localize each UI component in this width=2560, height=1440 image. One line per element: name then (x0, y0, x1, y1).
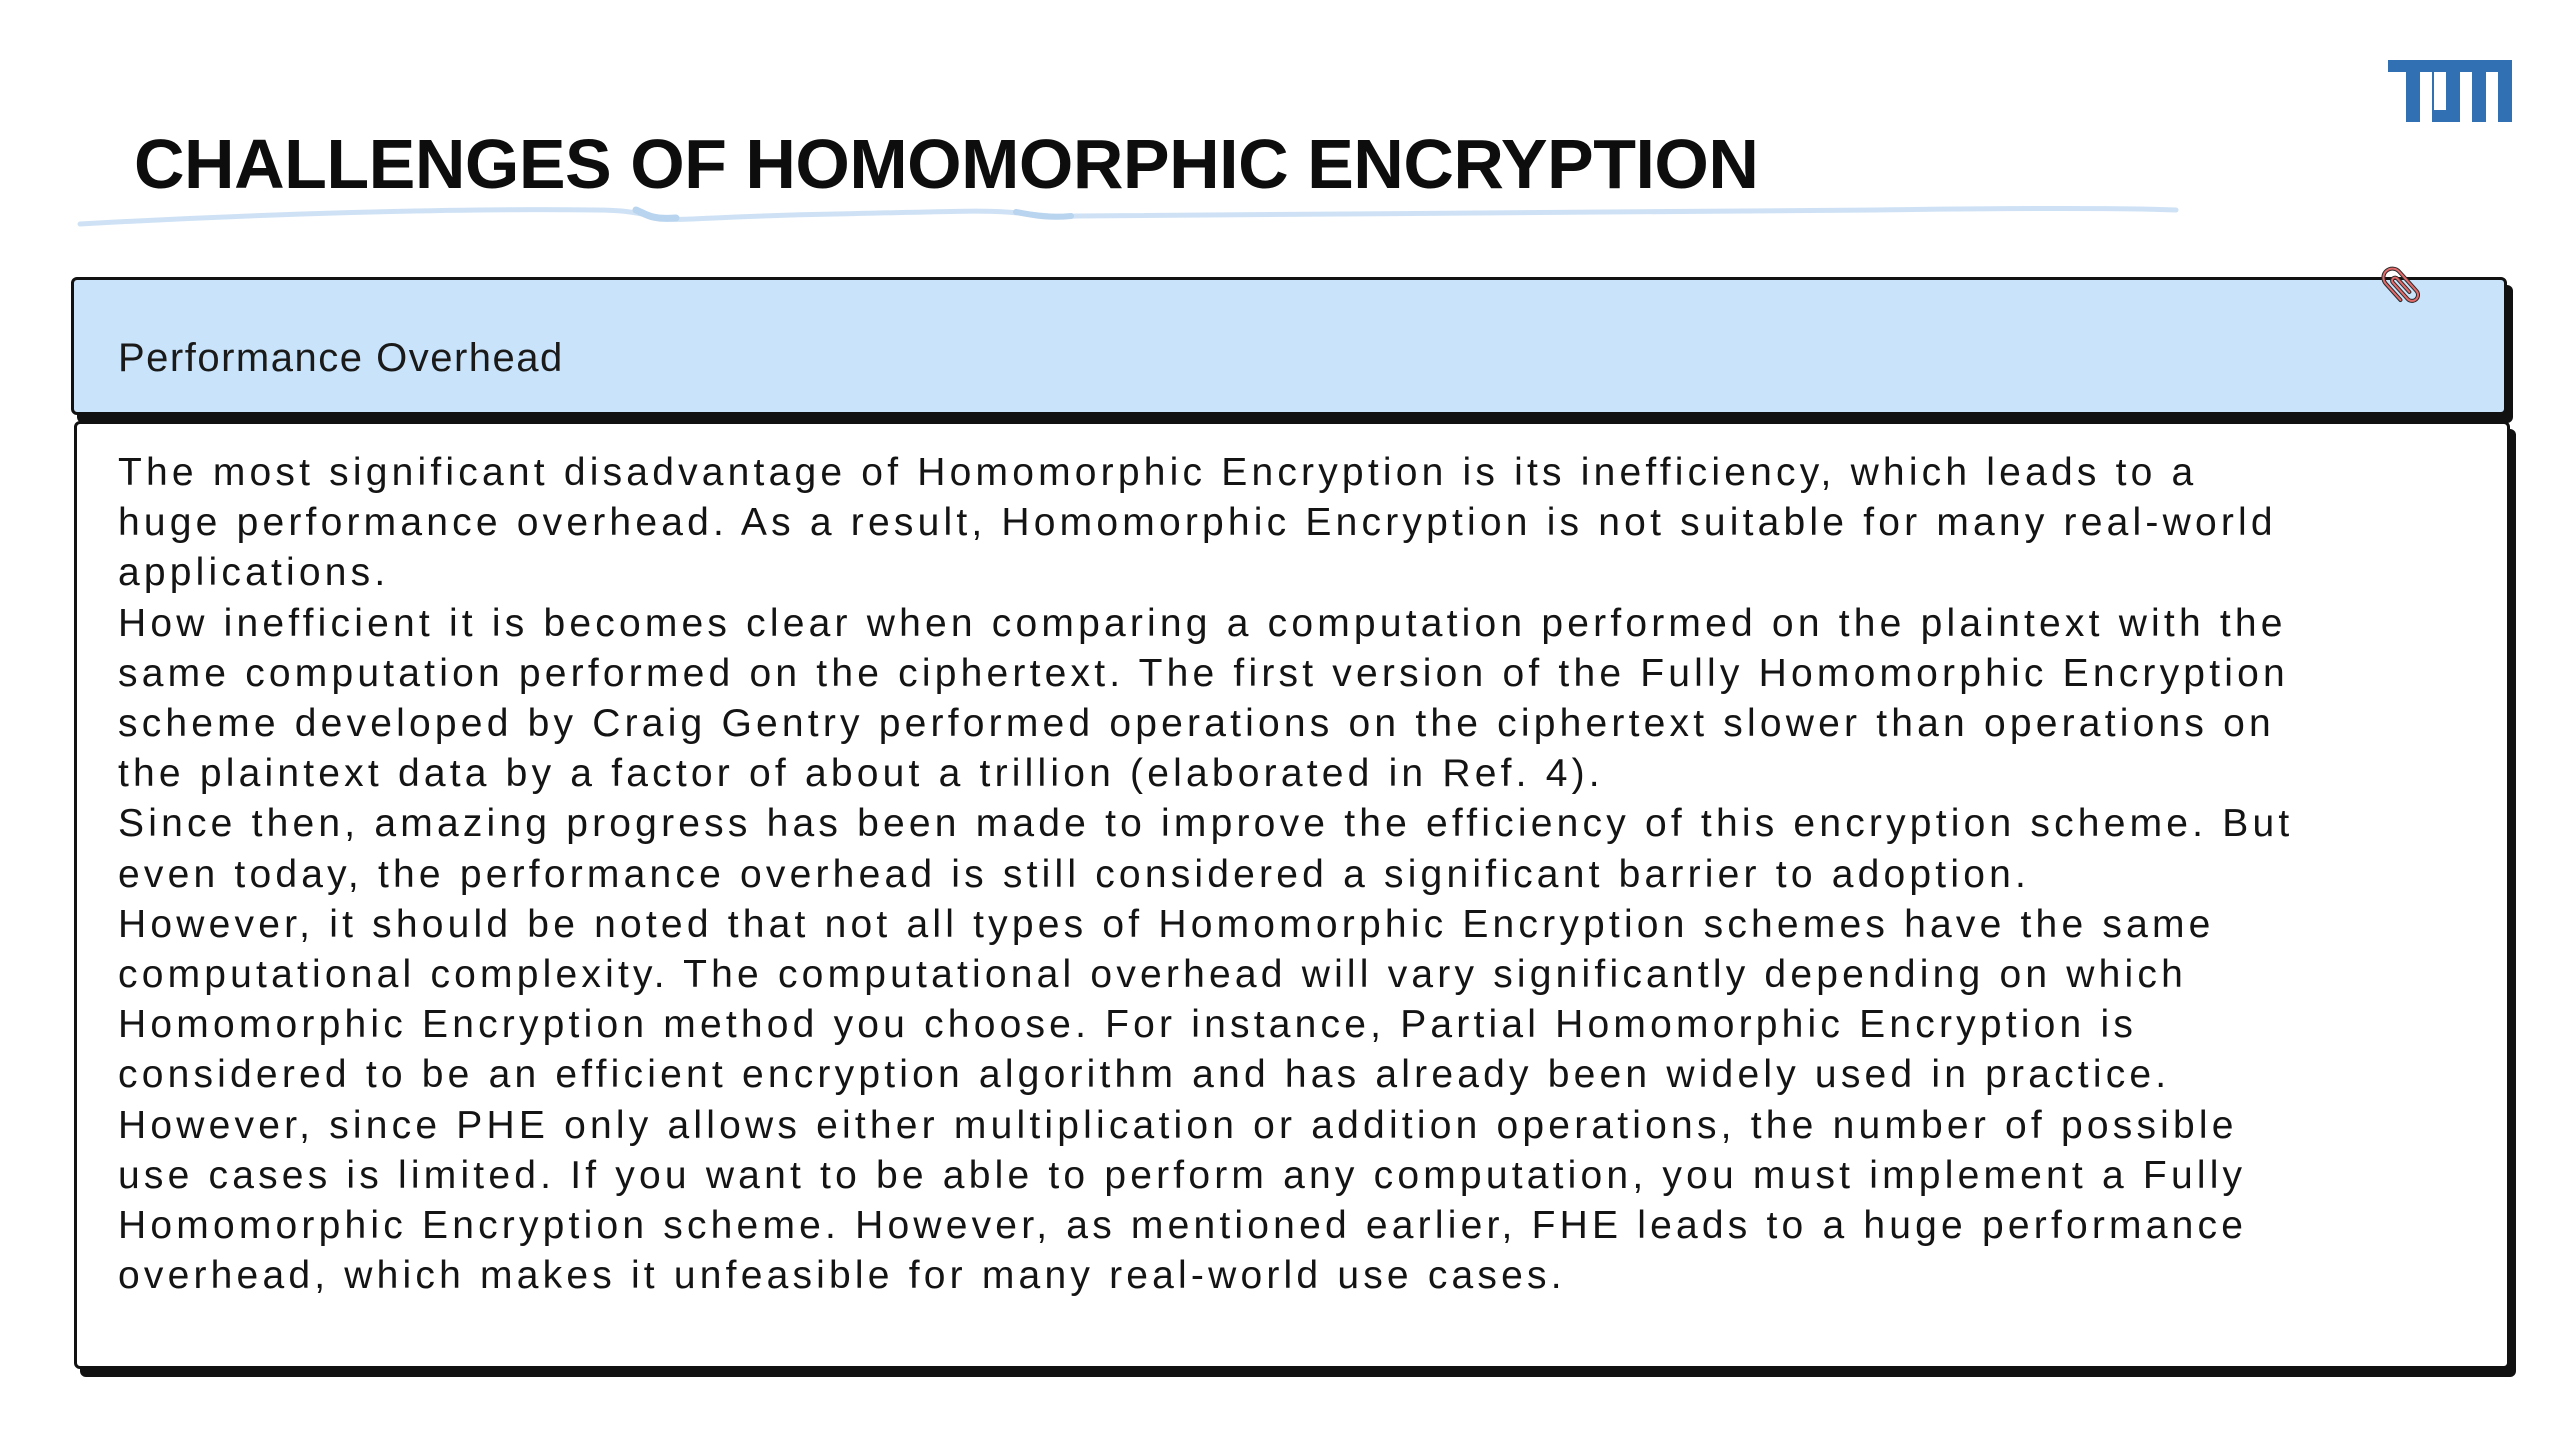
body-text-line: even today, the performance overhead is still considered a significant barrier to adoption. (118, 852, 2031, 896)
body-text-line: Since then, amazing progress has been made to improve the efficiency of this encryption scheme. But (118, 802, 2294, 846)
body-text-line: However, since PHE only allows either multiplication or addition operations, the number of possible (118, 1103, 2238, 1147)
body-text-line: scheme developed by Craig Gentry performed operations on the ciphertext slower than operations on (118, 702, 2275, 746)
title-underline-decoration (76, 196, 2186, 236)
body-text-line: computational complexity. The computational overhead will vary significantly depending on which (118, 953, 2187, 997)
tum-logo-icon (2388, 60, 2512, 122)
body-text-line: considered to be an efficient encryption algorithm and has already been widely used in practice. (118, 1053, 2171, 1097)
body-text (118, 448, 2478, 1301)
card-body (74, 421, 2510, 1369)
body-text-line: the plaintext data by a factor of about a trillion (elaborated in Ref. 4). (118, 752, 1604, 796)
body-text-line: applications. (118, 551, 390, 595)
body-text-line: Homomorphic Encryption method you choose. For instance, Partial Homomorphic Encryption is (118, 1003, 2138, 1047)
page-title: CHALLENGES OF HOMOMORPHIC ENCRYPTION (134, 125, 1759, 203)
body-text-line: How inefficient it is becomes clear when comparing a computation performed on the plaintext with the (118, 601, 2287, 645)
body-text-line: Homomorphic Encryption scheme. However, as mentioned earlier, FHE leads to a huge performance (118, 1204, 2248, 1248)
body-text-line: overhead, which makes it unfeasible for many real-world use cases. (118, 1254, 1566, 1298)
body-text-line: same computation performed on the ciphertext. The first version of the Fully Homomorphic Encryption (118, 651, 2289, 695)
body-text-line: The most significant disadvantage of Homomorphic Encryption is its inefficiency, which leads to a (118, 451, 2198, 494)
paperclip-icon (2372, 256, 2436, 316)
body-text-line: However, it should be noted that not all types of Homomorphic Encryption schemes have the same (118, 902, 2215, 946)
body-text-line: huge performance overhead. As a result, Homomorphic Encryption is not suitable for many real-world (118, 501, 2277, 545)
card-header (71, 277, 2507, 415)
body-text-line: use cases is limited. If you want to be able to perform any computation, you must implement a Fully (118, 1153, 2247, 1197)
card-header-label: Performance Overhead (118, 336, 564, 380)
